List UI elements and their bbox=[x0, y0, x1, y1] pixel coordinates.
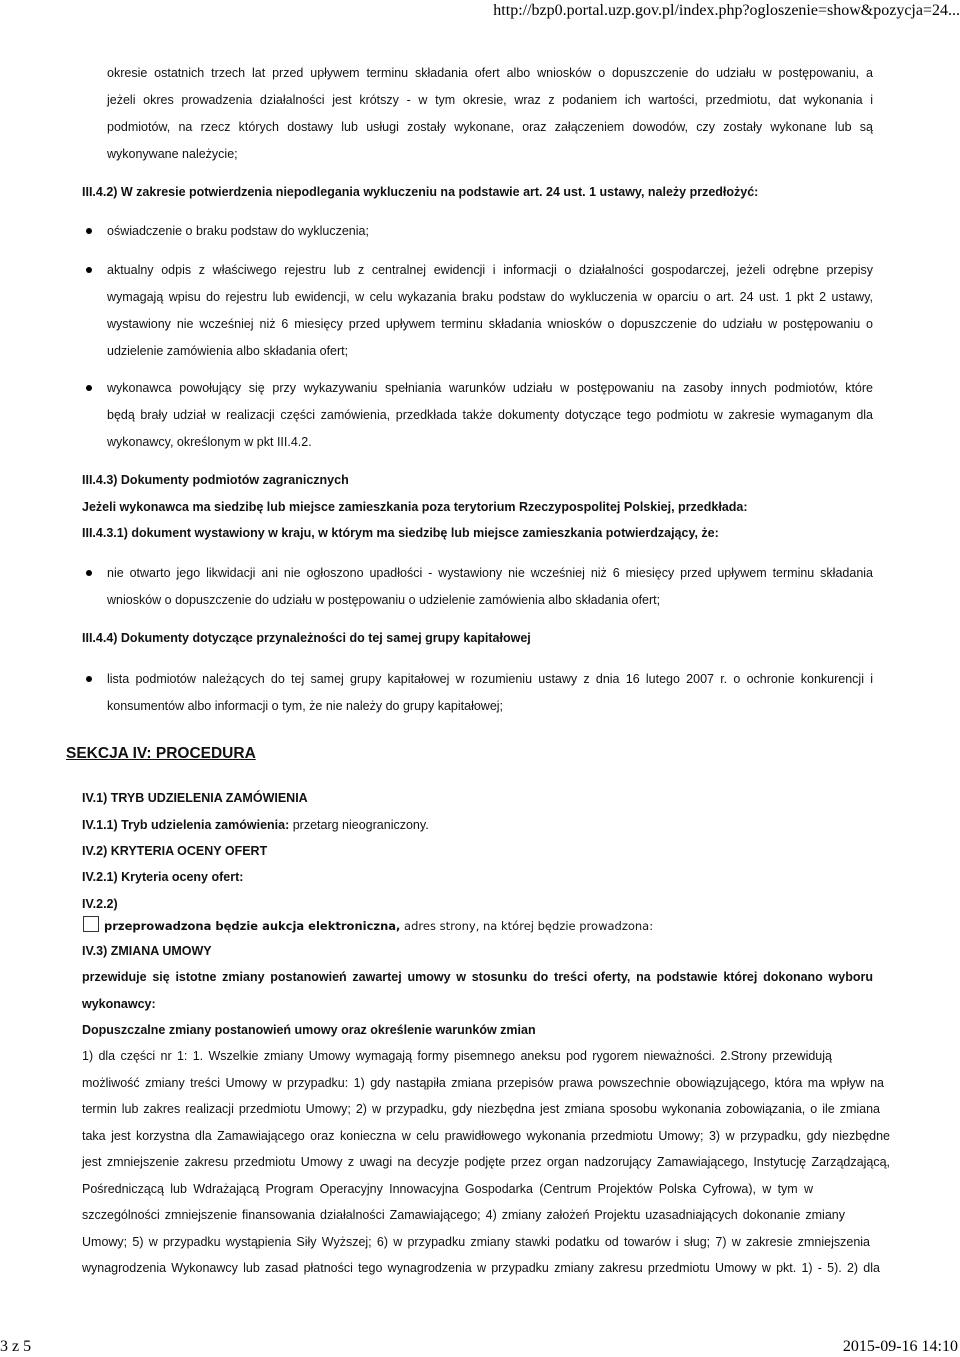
section-title-iv: SEKCJA IV: PROCEDURA bbox=[66, 745, 256, 762]
section-subheading: Jeżeli wykonawca ma siedzibę lub miejsce zamieszkania poza terytorium Rzeczypospolitej Polskiej, przedkłada: bbox=[82, 500, 748, 514]
heading-iv-2-1: IV.2.1) Kryteria oceny ofert: bbox=[82, 870, 244, 884]
list-item-line: udzielenie zamówienia albo składania ofert; bbox=[107, 344, 349, 358]
iv-3-body-line: jest zmniejszenie zakresu przedmiotu Umowy z uwagi na decyzje podjęte przez organ nadzorujący Zamawiającego, Instytucję Zarządzającą, bbox=[82, 1155, 890, 1169]
section-heading-iii-4-3: III.4.3) Dokumenty podmiotów zagranicznych bbox=[82, 473, 349, 487]
iv-3-text-line: wykonawcy: bbox=[82, 997, 156, 1011]
intro-line: podmiotów, na rzecz których dostawy lub usługi zostały wykonane, oraz załączeniem dowodów, czy zostały wykonane lub są bbox=[107, 120, 873, 134]
iv-3-body-line: szczególności zmniejszenie finansowania działalności Zamawiającego; 4) zmiany założeń Projektu uzasadniających dokonanie zmiany bbox=[82, 1208, 845, 1222]
iv-3-subheading: Dopuszczalne zmiany postanowień umowy oraz określenie warunków zmian bbox=[82, 1023, 536, 1037]
list-item-line: wykonawca powołujący się przy wykazywaniu spełniania warunków udziału w postępowaniu na zasoby innych podmiotów, które bbox=[107, 381, 873, 395]
list-item-line: aktualny odpis z właściwego rejestru lub z centralnej ewidencji i informacji o działalności gospodarczej, jeżeli odrębne przepisy bbox=[107, 263, 873, 277]
auction-line bbox=[104, 918, 653, 934]
list-item: oświadczenie o braku podstaw do wykluczenia; bbox=[107, 224, 369, 238]
list-item-line: wykonawcy, określonym w pkt III.4.2. bbox=[107, 435, 312, 449]
list-item-line: konsumentów albo informacji o tym, że nie należy do grupy kapitałowej; bbox=[107, 699, 504, 713]
auction-checkbox[interactable] bbox=[83, 916, 99, 932]
bullet-dot bbox=[86, 385, 92, 391]
list-item-line: wniosków o dopuszczenie do udziału w postępowaniu o udzielenie zamówienia albo składania ofert; bbox=[107, 593, 661, 607]
iv-3-body-line: Umowy; 5) w przypadku wystąpienia Siły Wyższej; 6) w przypadku zmiany stawki podatku od towarów i sług; 7) w zakresie zmniejszenia bbox=[82, 1235, 870, 1249]
list-item-line: nie otwarto jego likwidacji ani nie ogłoszono upadłości - wystawiony nie wcześniej niż 6 miesięcy przed upływem terminu składania bbox=[107, 566, 873, 580]
list-item-line: lista podmiotów należących do tej samej grupy kapitałowej w rozumieniu ustawy z dnia 16 lutego 2007 r. o ochronie konkurencji i bbox=[107, 672, 873, 686]
field-label: IV.1.1) Tryb udzielenia zamówienia: bbox=[82, 818, 290, 832]
heading-iv-3: IV.3) ZMIANA UMOWY bbox=[82, 944, 212, 958]
page-number: 3 z 5 bbox=[0, 1338, 32, 1355]
iv-3-body-line: taka jest korzystna dla Zamawiającego oraz konieczna w celu prawidłowego wykonania przedmiotu Umowy; 3) w przypadku, gdy niezbędne bbox=[82, 1129, 890, 1143]
iv-3-text-line: przewiduje się istotne zmiany postanowień zawartej umowy w stosunku do treści oferty, na podstawie której dokonano wyboru bbox=[82, 970, 873, 984]
bullet-dot bbox=[86, 228, 92, 234]
list-item-line: będą brały udział w realizacji części zamówienia, przedkłada także dokumenty dotyczące tego podmiotu w zakresie wymaganym dla bbox=[107, 408, 873, 422]
heading-iv-2-2: IV.2.2) bbox=[82, 897, 118, 911]
bullet-dot bbox=[86, 676, 92, 682]
intro-line: okresie ostatnich trzech lat przed upływem terminu składania ofert albo wniosków o dopuszczenie do udziału w postępowaniu, a bbox=[107, 66, 873, 80]
section-heading-iii-4-3-1: III.4.3.1) dokument wystawiony w kraju, w którym ma siedzibę lub miejsce zamieszkania potwierdzający, że: bbox=[82, 526, 719, 540]
iv-3-body-line: możliwość zmiany treści Umowy w przypadku: 1) gdy nastąpiła zmiana przepisów prawa powszechnie obowiązującego, która ma wpływ na bbox=[82, 1076, 884, 1090]
field-iv-1-1 bbox=[82, 817, 429, 833]
auction-value: adres strony, na której będzie prowadzona: bbox=[400, 919, 654, 933]
iv-3-body-line: termin lub zakres realizacji przedmiotu Umowy; 2) w przypadku, gdy niezbędna jest zmiana sposobu wykonania zobowiązania, o ile zmiana bbox=[82, 1102, 880, 1116]
heading-iv-2: IV.2) KRYTERIA OCENY OFERT bbox=[82, 844, 268, 858]
section-heading-iii-4-4: III.4.4) Dokumenty dotyczące przynależności do tej samej grupy kapitałowej bbox=[82, 631, 531, 645]
print-datetime: 2015-09-16 14:10 bbox=[842, 1338, 958, 1355]
auction-label: przeprowadzona będzie aukcja elektroniczna, bbox=[104, 919, 401, 933]
heading-iv-1: IV.1) TRYB UDZIELENIA ZAMÓWIENIA bbox=[82, 791, 308, 805]
intro-line: wykonywane należycie; bbox=[107, 147, 238, 161]
intro-line: jeżeli okres prowadzenia działalności jest krótszy - w tym okresie, wraz z podaniem ich wartości, przedmiotu, dat wykonania i bbox=[107, 93, 873, 107]
bullet-dot bbox=[86, 267, 92, 273]
iv-3-body-line: Pośredniczącą lub Wdrażającą Program Operacyjny Innowacyjna Gospodarka (Centrum Projektów Polska Cyfrowa), w tym w bbox=[82, 1182, 813, 1196]
page-url: http://bzp0.portal.uzp.gov.pl/index.php?ogloszenie=show&pozycja=24... bbox=[493, 2, 960, 19]
bullet-dot bbox=[86, 570, 92, 576]
iv-3-body-line: 1) dla części nr 1: 1. Wszelkie zmiany Umowy wymagają formy pisemnego aneksu pod rygorem nieważności. 2.Strony przewidują bbox=[82, 1049, 832, 1063]
field-value: przetarg nieograniczony. bbox=[289, 818, 429, 832]
list-item-line: wymagają wpisu do rejestru lub ewidencji, w celu wykazania braku podstaw do wykluczenia w oparciu o art. 24 ust. 1 pkt 2 ustawy, bbox=[107, 290, 873, 304]
iv-3-body-line: wynagrodzenia Wykonawcy lub zasad płatności tego wynagrodzenia w przypadku zmiany zakresu przedmiotu Umowy w pkt. 1) - 5). 2) dla bbox=[82, 1261, 880, 1275]
section-heading-iii-4-2: III.4.2) W zakresie potwierdzenia niepodlegania wykluczeniu na podstawie art. 24 ust. 1 ustawy, należy przedłożyć: bbox=[82, 185, 759, 199]
list-item-line: wystawiony nie wcześniej niż 6 miesięcy przed upływem terminu składania wniosków o dopuszczenie do udziału w postępowaniu o bbox=[107, 317, 873, 331]
